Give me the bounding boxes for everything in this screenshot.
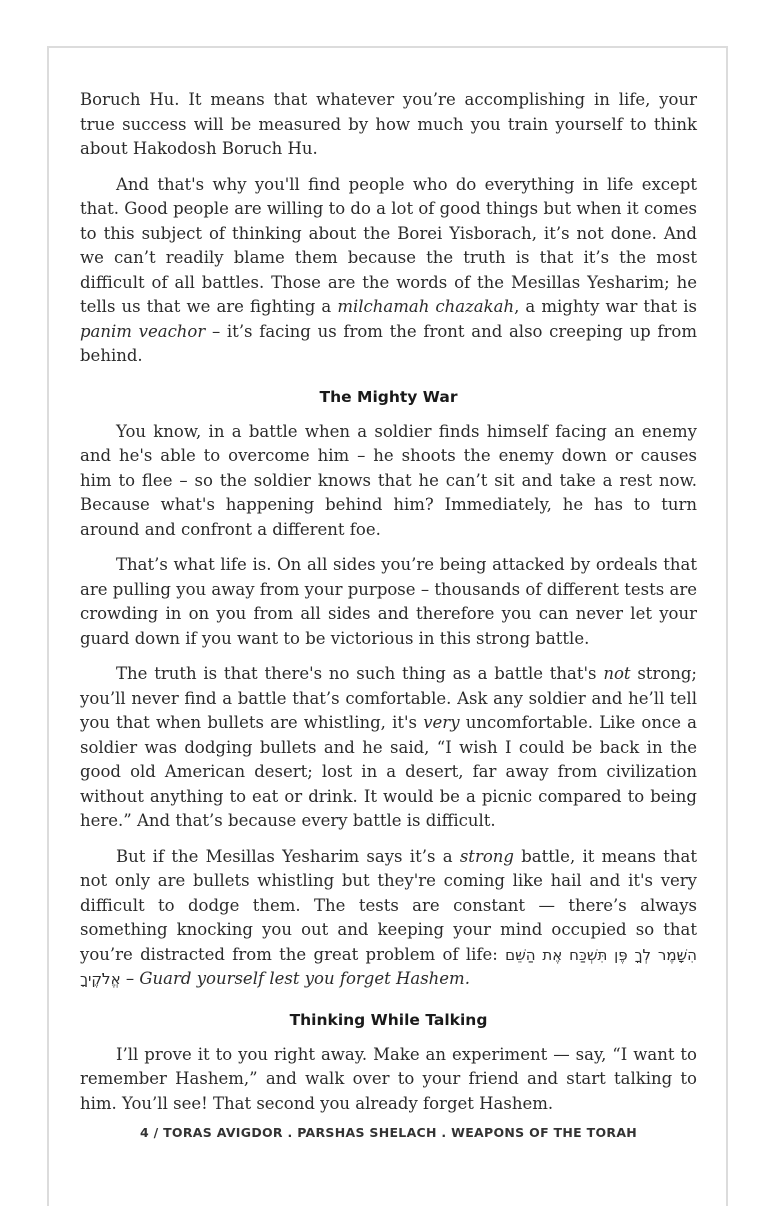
paragraph: That’s what life is. On all sides you’re being attacked by ordeals that are pulling you away from your purpose – thousands of different tests are crowding in on you from all sides and therefore you can never let your guard down if you want to be victorious in this strong battle. [80, 555, 697, 648]
section-heading: Thinking While Talking [289, 1010, 488, 1029]
paragraph: And that's why you'll find people who do everything in life except that. Good people are willing to do a lot of good things but when it comes to this subject of thinking about the Borei Yisborach, it’s not done. And we can’t readily blame them because the truth is that it’s the most difficult of all battles. Those are the words of the Mesillas Yesharim; he tells us that we are fighting a milchamah chazakah, a mighty war that is panim veachor – it’s facing us from the front and also creeping up from behind. [80, 174, 698, 365]
paragraph: The truth is that there's no such thing as a battle that's not strong; you’ll never find a battle that’s comfortable. Ask any soldier and he’ll tell you that when bullets are whistling, it's very uncomfortable. Like once a soldier was dodging bullets and he said, “I wish I could be back in the good old American desert; lost in a desert, far away from civilization without anything to eat or drink. It would be a picnic compared to being here.” And that’s because every battle is difficult. [80, 664, 697, 830]
section-heading: The Mighty War [319, 387, 458, 406]
italic-translation: – Guard yourself lest you forget Hashem. [120, 969, 470, 988]
paragraph: But if the Mesillas Yesharim says it’s a strong battle, it means that not only are bullets whistling but they're coming like hail and it's very difficult to dodge them. The tests are constant — there’s always something knocking you out and keeping your mind occupied so that you’re distracted from the great problem of life: הִשָּׁמֶר לְךָ פֶּן תִּשְׁכַּח אֶת הַשֵּׁם אֱלֹקֶיךָ – Guard yourself lest you forget Hashem. [80, 846, 698, 988]
paragraph: You know, in a battle when a soldier finds himself facing an enemy and he's able to overcome him – he shoots the enemy down or causes him to flee – so the soldier knows that he can’t sit and take a rest now. Because what's happening behind him? Immediately, he has to turn around and confront a different foe. [80, 421, 697, 539]
italic-term: very [423, 713, 460, 732]
italic-term: panim veachor [80, 321, 206, 341]
article-body [80, 88, 697, 1127]
italic-term: not [603, 664, 631, 683]
italic-term: milchamah chazakah [337, 297, 515, 316]
page-footer: 4 / TORAS AVIGDOR . PARSHAS SHELACH . WEAPONS OF THE TORAH [139, 1125, 638, 1140]
paragraph: Boruch Hu. It means that whatever you’re accomplishing in life, your true success will be measured by how much you train yourself to think about Hakodosh Boruch Hu. [80, 90, 697, 158]
italic-term: strong [459, 846, 514, 866]
paragraph: I’ll prove it to you right away. Make an experiment — say, “I want to remember Hashem,” and walk over to your friend and start talking to him. You’ll see! That second you already forget Hashem. [80, 1044, 697, 1113]
hebrew-verse: הִשָּׁמֶר לְךָ פֶּן תִּשְׁכַּח אֶת הַשֵּׁם אֱלֹקֶיךָ [80, 945, 697, 988]
